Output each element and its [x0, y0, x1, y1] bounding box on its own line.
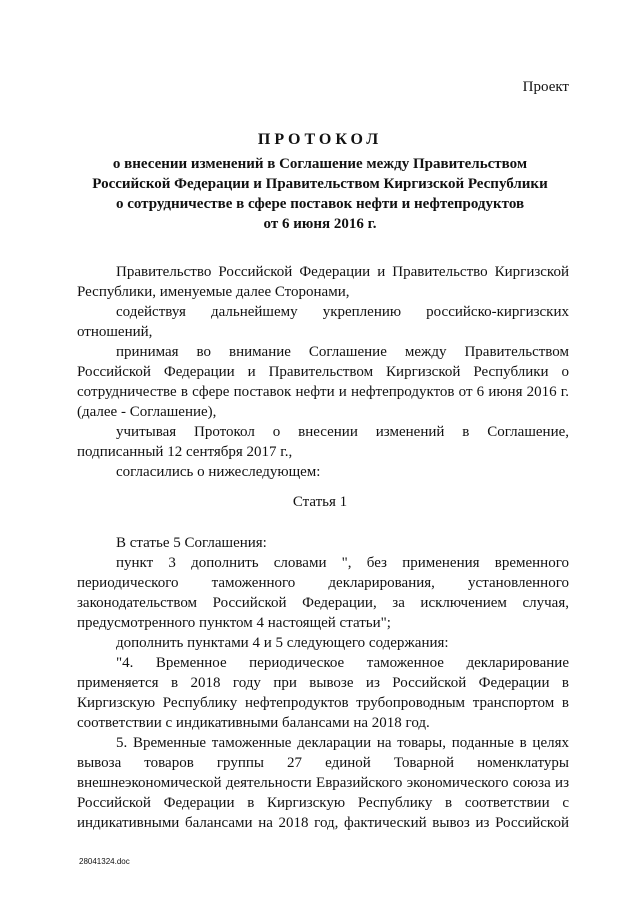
- footer-file-name: 28041324.doc: [79, 857, 130, 866]
- preamble-paragraph: принимая во внимание Соглашение между Правительством Российской Федерации и Правительством Киргизской Республики о сотрудничестве в сфере поставок нефти и нефтепродуктов от 6 июня 2016 г. (далее - Соглашение),: [77, 344, 569, 420]
- article-paragraph: "4. Временное периодическое таможенное декларирование применяется в 2018 году при вывозе из Российской Федерации в Киргизскую Республику нефтепродуктов трубопроводным транспортом в соответствии с индикативными балансами на 2018 год.: [77, 655, 569, 731]
- preamble-paragraph: учитывая Протокол о внесении изменений в Соглашение, подписанный 12 сентября 2017 г.,: [77, 424, 569, 460]
- preamble-paragraph: согласились о нижеследующем:: [116, 464, 321, 480]
- article-heading: Статья 1: [292, 494, 348, 510]
- article-paragraph: дополнить пунктами 4 и 5 следующего содержания:: [116, 635, 449, 651]
- preamble-paragraph: Правительство Российской Федерации и Правительство Киргизской Республики, именуемые далее Сторонами,: [77, 264, 569, 300]
- subtitle-line: о внесении изменений в Соглашение между Правительством: [112, 156, 528, 172]
- article-paragraph: В статье 5 Соглашения:: [116, 535, 267, 551]
- article-paragraph: 5. Временные таможенные декларации на товары, поданные в целях вывоза товаров группы 27 единой Товарной номенклатуры внешнеэкономической деятельности Евразийского экономического союза из Российской Федерации в Киргизскую Республику в соответствии с индикативными балансами на 2018 год, фактический вывоз из Российской: [77, 735, 569, 831]
- subtitle-line: Российской Федерации и Правительством Киргизской Республики: [92, 176, 548, 192]
- subtitle-line: о сотрудничестве в сфере поставок нефти и нефтепродуктов: [115, 196, 525, 212]
- article-paragraph: пункт 3 дополнить словами ", без применения временного периодического таможенного декларирования, установленного законодательством Российской Федерации, за исключением случая, предусмотренного пунктом 4 настоящей статьи";: [77, 555, 569, 631]
- subtitle-line: от 6 июня 2016 г.: [263, 216, 377, 232]
- draft-label: Проект: [522, 79, 569, 95]
- preamble-paragraph: содействуя дальнейшему укреплению российско-киргизских отношений,: [77, 304, 569, 340]
- article-body: [77, 533, 569, 833]
- protocol-subtitle: [60, 154, 580, 234]
- preamble: [77, 262, 569, 482]
- protocol-title: ПРОТОКОЛ: [257, 131, 383, 148]
